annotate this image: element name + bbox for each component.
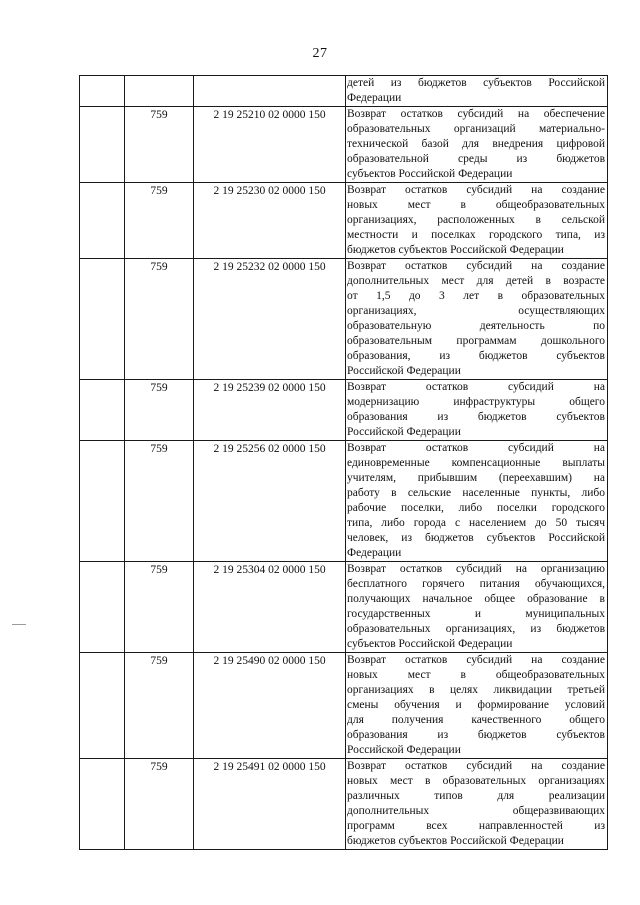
budget-classification-code-cell: 2 19 25232 02 0000 150 — [194, 259, 346, 380]
empty-cell — [80, 183, 125, 259]
administrator-code-cell: 759 — [125, 107, 194, 183]
description-line: государственных и муниципальных — [347, 608, 605, 620]
description-line: образовательную деятельность по — [347, 320, 605, 332]
margin-mark — [12, 624, 26, 625]
budget-classification-code-cell: 2 19 25210 02 0000 150 — [194, 107, 346, 183]
description-line: Возврат остатков субсидий на — [347, 442, 605, 454]
description-line: образовательной среды из бюджетов — [347, 153, 605, 165]
description-line: смены обучения и формирование условий — [347, 699, 605, 711]
description-line: Федерации — [347, 92, 402, 104]
empty-cell — [80, 562, 125, 653]
description-cell — [346, 759, 608, 850]
description-cell — [346, 653, 608, 759]
description-line: единовременные компенсационные выплаты — [347, 457, 605, 469]
table-row — [80, 759, 608, 850]
description-cell — [346, 380, 608, 441]
administrator-code-cell: 759 — [125, 259, 194, 380]
table-row — [80, 183, 608, 259]
description-line: образования из бюджетов субъектов — [347, 411, 605, 423]
description-line: рабочие поселки, либо поселки городского — [347, 502, 605, 514]
administrator-code-cell: 759 — [125, 562, 194, 653]
description-line: Возврат остатков субсидий на создание — [347, 760, 605, 772]
budget-classification-code-cell: 2 19 25239 02 0000 150 — [194, 380, 346, 441]
empty-cell — [80, 653, 125, 759]
description-cell — [346, 183, 608, 259]
description-line: Возврат остатков субсидий на создание — [347, 654, 605, 666]
table-row — [80, 76, 608, 107]
table-row — [80, 259, 608, 380]
description-line: Возврат остатков субсидий на создание — [347, 184, 605, 196]
description-line: различных типов для реализации — [347, 790, 605, 802]
empty-cell — [80, 759, 125, 850]
administrator-code-cell — [125, 76, 194, 107]
description-line: субъектов Российской Федерации — [347, 168, 513, 180]
description-cell — [346, 259, 608, 380]
budget-classification-code-cell: 2 19 25490 02 0000 150 — [194, 653, 346, 759]
description-line: получающих начальное общее образование в — [347, 593, 605, 605]
description-cell — [346, 441, 608, 562]
empty-cell — [80, 441, 125, 562]
description-line: новых мест в общеобразовательных — [347, 669, 605, 681]
description-line: дополнительных мест для детей в возрасте — [347, 275, 605, 287]
empty-cell — [80, 380, 125, 441]
description-line: программ всех направленностей из — [347, 820, 605, 832]
description-line: образовательных организаций материально- — [347, 123, 605, 135]
description-cell — [346, 107, 608, 183]
description-line: Российской Федерации — [347, 365, 461, 377]
description-line: типа, либо города с населением до 50 тысяч — [347, 517, 605, 529]
description-line: организациях, расположенных в сельской — [347, 214, 605, 226]
administrator-code-cell: 759 — [125, 441, 194, 562]
description-line: Возврат остатков субсидий на создание — [347, 260, 605, 272]
description-line: образовательных организациях, из бюджетов — [347, 623, 605, 635]
description-line: Федерации — [347, 547, 402, 559]
table-body — [80, 76, 608, 850]
empty-cell — [80, 107, 125, 183]
description-line: субъектов Российской Федерации — [347, 638, 513, 650]
page-number: 27 — [312, 46, 328, 61]
table-row — [80, 441, 608, 562]
description-line: бесплатного горячего питания обучающихся, — [347, 578, 605, 590]
administrator-code-cell: 759 — [125, 380, 194, 441]
description-line: Возврат остатков субсидий на обеспечение — [347, 108, 605, 120]
description-line: образования из бюджетов субъектов — [347, 729, 605, 741]
description-line: образовательным программам дошкольного — [347, 335, 605, 347]
description-line: Российской Федерации — [347, 426, 461, 438]
description-line: местности и поселках городского типа, из — [347, 229, 605, 241]
description-line: бюджетов субъектов Российской Федерации — [347, 835, 564, 847]
description-line: организациях, осуществляющих — [347, 305, 605, 317]
administrator-code-cell: 759 — [125, 183, 194, 259]
description-line: дополнительных общеразвивающих — [347, 805, 605, 817]
budget-classification-table — [79, 75, 608, 850]
description-cell — [346, 76, 608, 107]
table-row — [80, 653, 608, 759]
budget-classification-code-cell: 2 19 25491 02 0000 150 — [194, 759, 346, 850]
administrator-code-cell: 759 — [125, 759, 194, 850]
description-line: Возврат остатков субсидий на организацию — [347, 563, 605, 575]
description-line: организациях в целях ликвидации третьей — [347, 684, 605, 696]
description-line: Возврат остатков субсидий на — [347, 381, 605, 393]
table-row — [80, 107, 608, 183]
administrator-code-cell: 759 — [125, 653, 194, 759]
description-line: новых мест в образовательных организациях — [347, 775, 605, 787]
description-line: человек, из бюджетов субъектов Российской — [347, 532, 605, 544]
empty-cell — [80, 76, 125, 107]
description-line: новых мест в общеобразовательных — [347, 199, 605, 211]
description-line: бюджетов субъектов Российской Федерации — [347, 244, 564, 256]
description-cell — [346, 562, 608, 653]
description-line: Российской Федерации — [347, 744, 461, 756]
description-line: от 1,5 до 3 лет в образовательных — [347, 290, 605, 302]
description-line: работу в сельские населенные пункты, либо — [347, 487, 605, 499]
description-line: технической базой для внедрения цифровой — [347, 138, 605, 150]
table-row — [80, 562, 608, 653]
budget-classification-code-cell — [194, 76, 346, 107]
description-line: для получения качественного общего — [347, 714, 605, 726]
budget-classification-code-cell: 2 19 25256 02 0000 150 — [194, 441, 346, 562]
budget-classification-code-cell: 2 19 25304 02 0000 150 — [194, 562, 346, 653]
empty-cell — [80, 259, 125, 380]
description-line: модернизацию инфраструктуры общего — [347, 396, 605, 408]
description-line: детей из бюджетов субъектов Российской — [347, 77, 605, 89]
description-line: образования, из бюджетов субъектов — [347, 350, 605, 362]
budget-classification-code-cell: 2 19 25230 02 0000 150 — [194, 183, 346, 259]
description-line: учителям, прибывшим (переехавшим) на — [347, 472, 605, 484]
table-row — [80, 380, 608, 441]
